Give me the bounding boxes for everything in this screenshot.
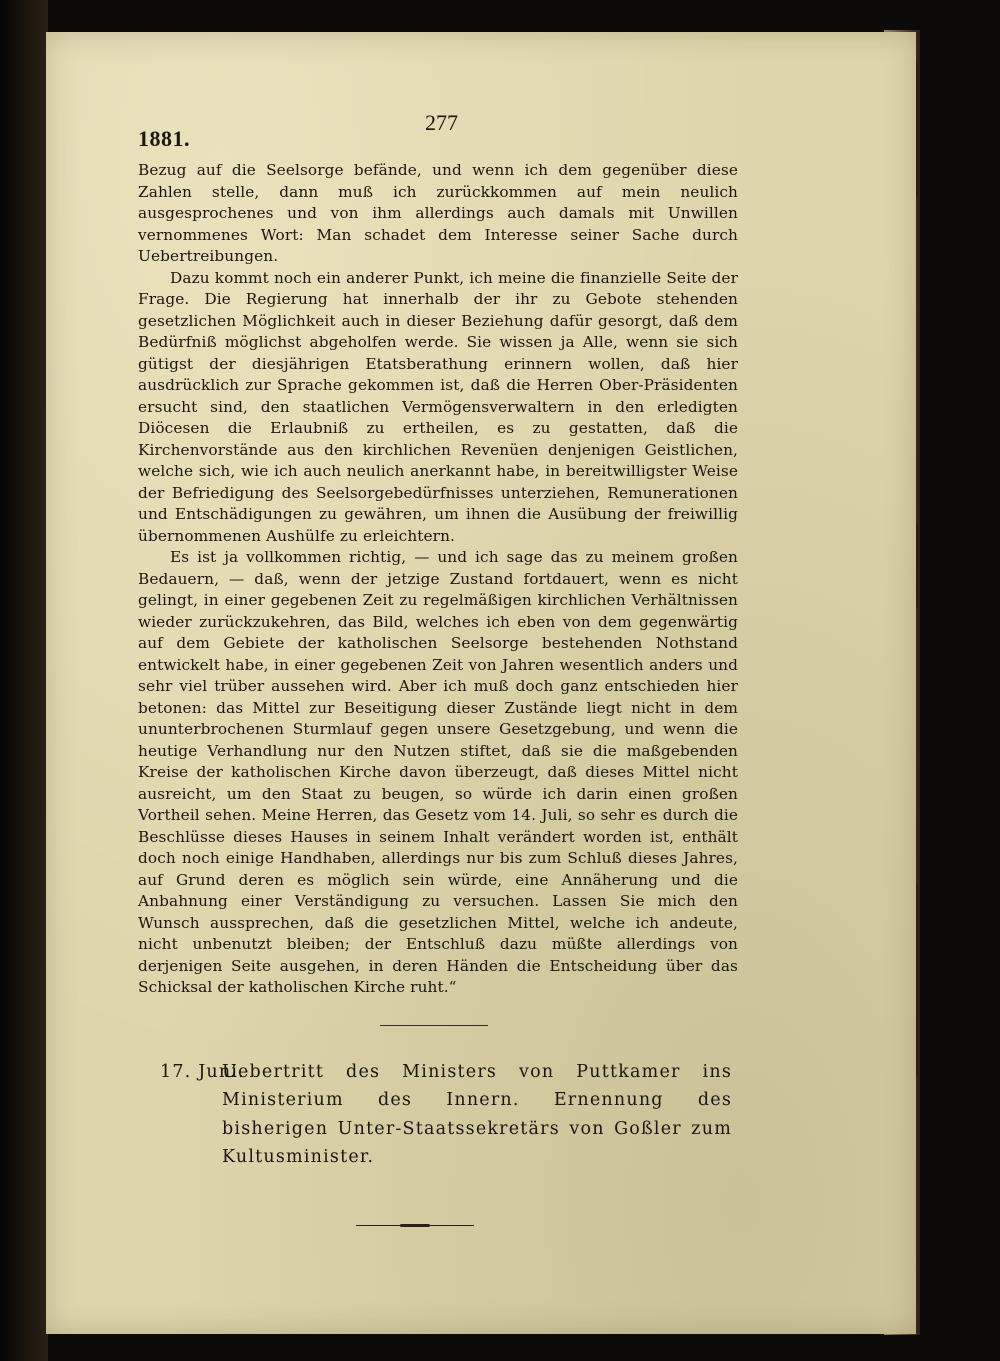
paragraph-continuation: Bezug auf die Seelsorge befände, und wenn ich dem gegenüber diese Zahlen stelle, dann muß ich zurückkommen auf mein neulich ausgesprochenes und von ihm allerdings auch damals mit Unwillen vernommenes Wort: Man schadet dem Interesse seiner Sache durch Uebertreibungen. bbox=[138, 161, 738, 265]
closing-ornament-rule bbox=[356, 1224, 474, 1227]
paragraph-finances: Dazu kommt noch ein anderer Punkt, ich meine die finanzielle Seite der Frage. Die Regierung hat innerhalb der ihr zu Gebote stehenden gesetzlichen Möglichkeit auch in dieser Beziehung dafür gesorgt, daß dem Bedürfniß möglichst abgeholfen werde. Sie wissen ja Alle, wenn sie sich gütigst der diesjährigen Etatsberathung erinnern wollen, daß hier ausdrücklich zur Sprache gekommen ist, daß die Herren Ober-Präsidenten ersucht sind, den staatlichen Vermögensverwaltern in den erledigten Diöcesen die Erlaubniß zu ertheilen, es zu gestatten, daß die Kirchenvorstände aus den kirchlichen Revenüen denjenigen Geistlichen, welche sich, wie ich auch neulich anerkannt habe, in bereitwilligster Weise der Befriedigung des Seelsorgebedürfnisses unterziehen, Remunerationen und Entschädigungen zu gewähren, um ihnen die Ausübung der freiwillig übernommenen Aushülfe zu erleichtern. bbox=[138, 268, 738, 545]
entry-text: Uebertritt des Ministers von Puttkamer ins Ministerium des Innern. Ernennung des bisherigen Unter-Staatssekretärs von Goßler zum Kultusminister. bbox=[222, 1061, 732, 1167]
page-header bbox=[138, 106, 738, 160]
entry-date: 17. Juni. bbox=[160, 1061, 245, 1082]
page-number: 277 bbox=[425, 110, 458, 135]
book-spine bbox=[0, 0, 48, 1361]
chronicle-entry bbox=[160, 1058, 738, 1172]
running-year: 1881. bbox=[138, 126, 190, 151]
section-divider bbox=[380, 1025, 488, 1026]
paragraph-conclusion: Es ist ja vollkommen richtig, — und ich sage das zu meinem großen Bedauern, — daß, wenn der jetzige Zustand fortdauert, wenn es nicht gelingt, in einer gegebenen Zeit zu regelmäßigen kirchlichen Verhältnissen wieder zurückzukehren, das Bild, welches ich eben von dem gegenwärtig auf dem Gebiete der katholischen Seelsorge bestehenden Nothstand entwickelt habe, in einer gegebenen Zeit von Jahren wesentlich anders und sehr viel trüber aussehen wird. Aber ich muß doch ganz entschieden hier betonen: das Mittel zur Beseitigung dieser Zustände liegt nicht in dem ununterbrochenen Sturmlauf gegen unsere Gesetzgebung, und wenn die heutige Verhandlung nur den Nutzen stiftet, daß sie die maßgebenden Kreise der katholischen Kirche davon überzeugt, daß dieses Mittel nicht ausreicht, um den Staat zu beugen, so würde ich darin einen großen Vortheil sehen. Meine Herren, das Gesetz vom 14. Juli, so sehr es durch die Beschlüsse dieses Hauses in seinem Inhalt verändert worden ist, enthält doch noch einige Handhaben, allerdings nur bis zum Schluß dieses Jahres, auf Grund deren es möglich sein würde, eine Annäherung und die Anbahnung einer Verständigung zu versuchen. Lassen Sie mich den Wunsch aussprechen, daß die gesetzlichen Mittel, welche ich andeute, nicht unbenutzt bleiben; der Entschluß dazu müßte allerdings von derjenigen Seite ausgehen, in deren Händen die Entscheidung über das Schicksal der katholischen Kirche ruht.“ bbox=[138, 548, 738, 996]
ornament-center bbox=[400, 1224, 430, 1227]
page-content bbox=[138, 106, 738, 1227]
